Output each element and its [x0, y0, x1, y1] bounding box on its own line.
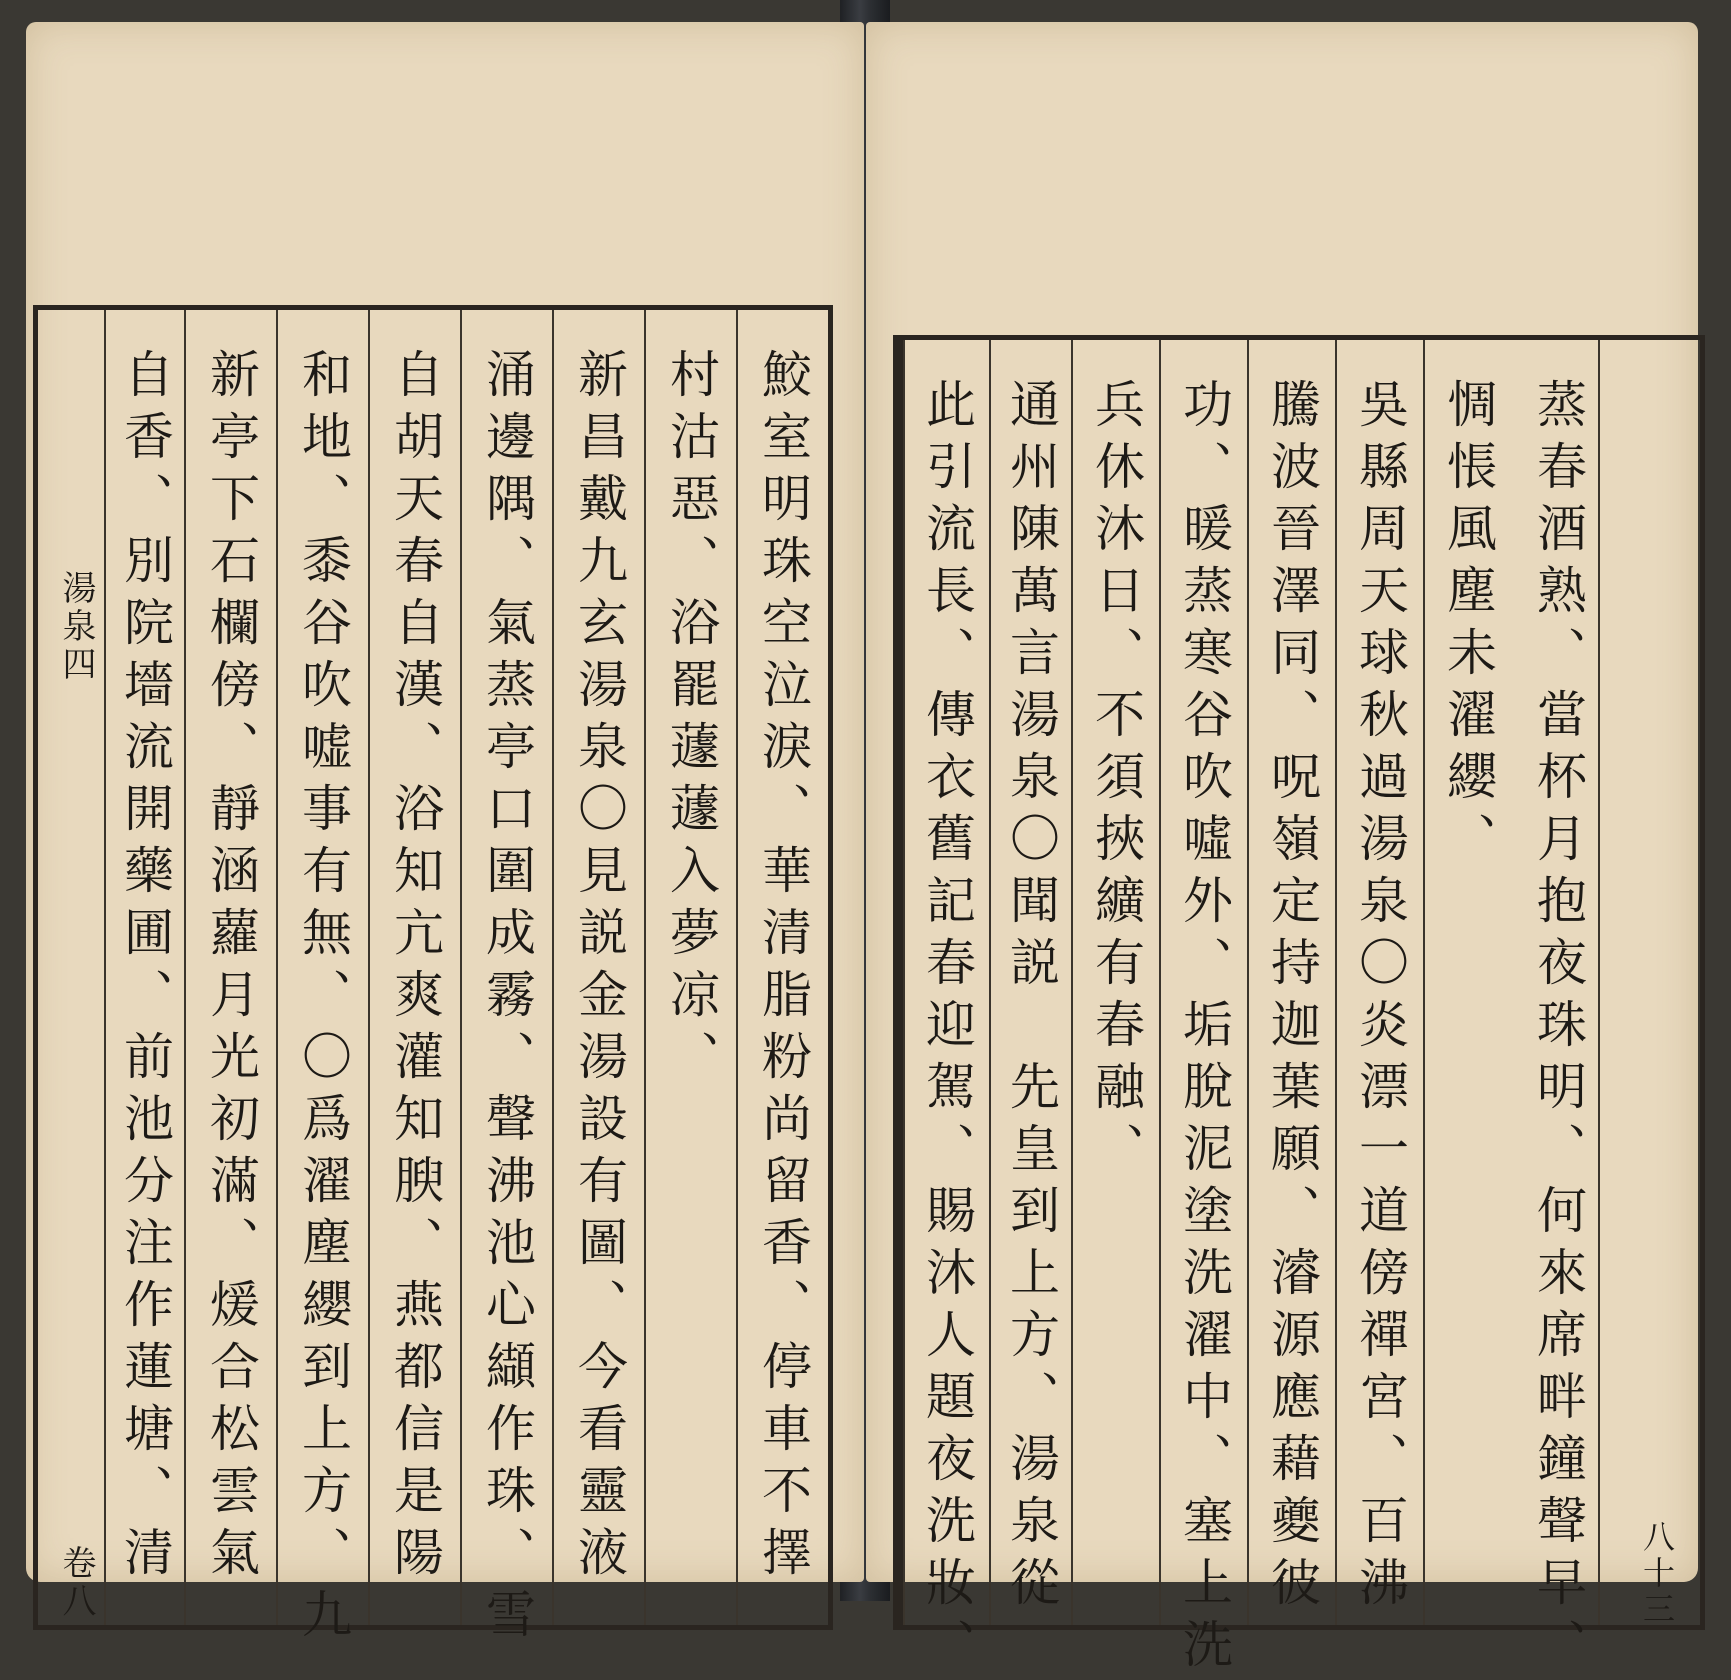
- right-page-margin-column: [1598, 340, 1700, 1628]
- text-column: [736, 310, 828, 1625]
- margin-title: 湯泉四: [56, 570, 96, 684]
- text-column: [184, 310, 276, 1625]
- column-text: 自胡天春自漢、浴知亢爽灌知腴、燕都信是陽: [386, 348, 444, 1588]
- text-column: [903, 340, 989, 1680]
- text-column: [1071, 340, 1159, 1625]
- text-column: [1335, 340, 1423, 1625]
- column-text: 鮫室明珠空泣淚、華清脂粉尚留香、停車不擇: [754, 348, 812, 1588]
- left-page-margin-column: [38, 310, 106, 1625]
- column-text: 通州陳萬言湯泉〇聞説 先皇到上方、湯泉從: [1002, 378, 1060, 1618]
- text-column: [1159, 340, 1247, 1680]
- text-column: [1423, 340, 1511, 1625]
- column-text: 惆悵風塵未濯纓、: [1439, 378, 1497, 874]
- margin-volume: 卷八: [56, 1545, 96, 1621]
- column-text: 蒸春酒熟、當杯月抱夜珠明、何來席畔鐘聲早、: [1529, 378, 1587, 1680]
- text-column: [1247, 340, 1335, 1625]
- right-text-frame: [893, 335, 1705, 1680]
- left-text-frame: [33, 305, 833, 1650]
- column-text: 此引流長、傳衣舊記春迎駕、賜沐人題夜洗妝、: [918, 378, 976, 1680]
- text-column: [989, 340, 1071, 1625]
- text-column: [552, 310, 644, 1625]
- column-text: 和地、黍谷吹嘘事有無、〇爲濯塵纓到上方、九: [294, 348, 352, 1650]
- text-column: [1511, 340, 1605, 1680]
- column-text: 村沽惡、浴罷蘧蘧入夢凉、: [662, 348, 720, 1092]
- column-text: 自香、別院墻流開藥圃、前池分注作蓮塘、清: [116, 348, 174, 1588]
- column-text: 騰波晉澤同、呪嶺定持迦葉願、濬源應藉夔彼: [1263, 378, 1321, 1618]
- column-text: 新亭下石欄傍、靜涵蘿月光初滿、煖合松雲氣: [202, 348, 260, 1588]
- margin-page-number: 八十三: [1638, 1520, 1676, 1628]
- column-text: 兵休沐日、不須挾纊有春融、: [1087, 378, 1145, 1184]
- text-column: [460, 310, 552, 1650]
- column-text: 涌邊隅、氣蒸亭口圍成霧、聲沸池心纈作珠、雪: [478, 348, 536, 1650]
- column-text: 功、暖蒸寒谷吹噓外、垢脫泥塗洗濯中、塞上洗: [1175, 378, 1233, 1680]
- column-text: 新昌戴九玄湯泉〇見説金湯設有圖、今看靈液: [570, 348, 628, 1588]
- column-text: 吳縣周天球秋過湯泉〇炎漂一道傍禪宮、百沸: [1351, 378, 1409, 1618]
- text-column: [644, 310, 736, 1625]
- text-column: [368, 310, 460, 1625]
- text-column: [104, 310, 184, 1625]
- text-column: [276, 310, 368, 1650]
